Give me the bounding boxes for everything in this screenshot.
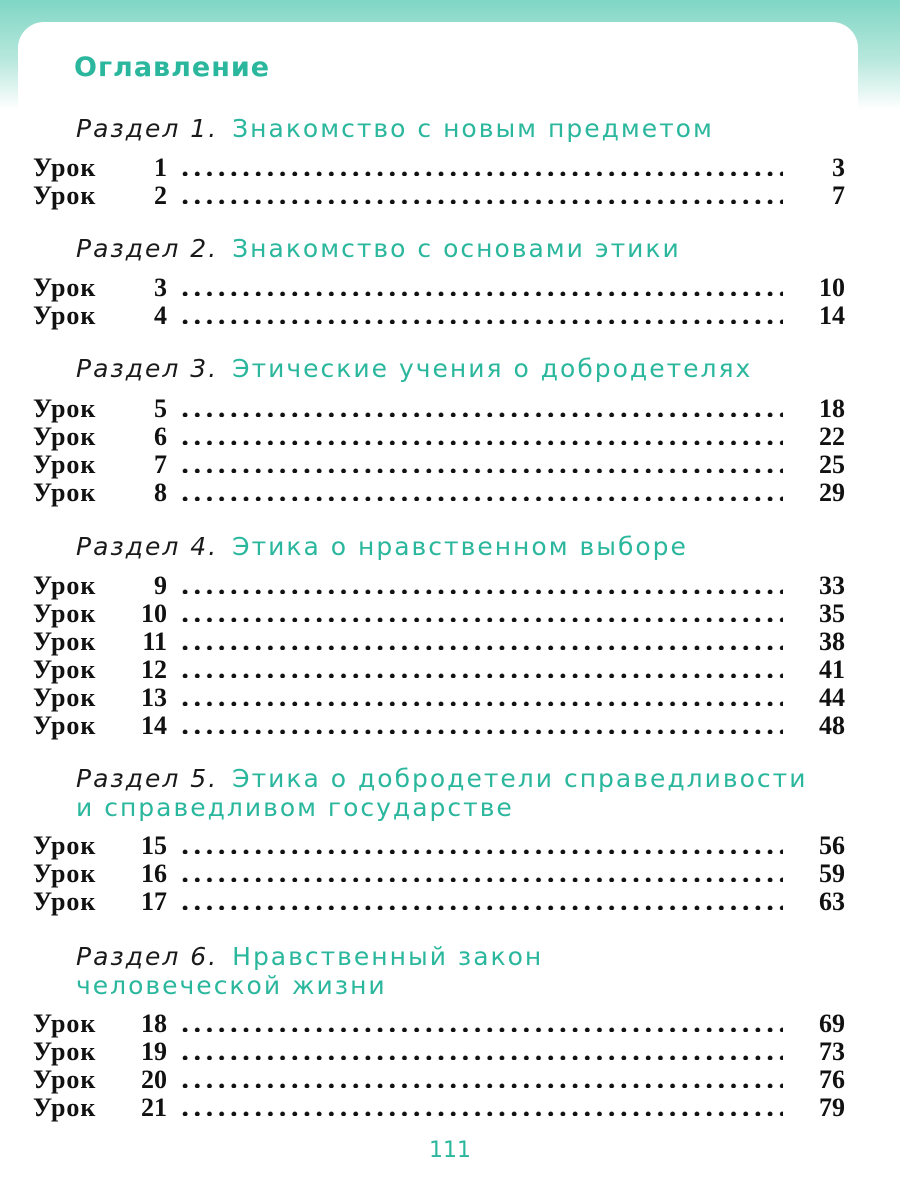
page-number: 33 — [819, 571, 845, 600]
page-title: Оглавление — [74, 52, 271, 83]
lesson-number: 20 — [141, 1065, 167, 1094]
section-title: Нравственный закон — [232, 942, 544, 971]
lesson-number: 18 — [141, 1009, 167, 1038]
page-number: 22 — [819, 422, 845, 451]
page-number: 38 — [819, 627, 845, 656]
lesson-number: 4 — [154, 301, 167, 330]
lesson-number: 6 — [154, 422, 167, 451]
page-number: 48 — [819, 711, 845, 740]
dot-leader — [179, 180, 783, 204]
toc-row-lesson-1[interactable] — [33, 152, 845, 180]
dot-leader — [179, 477, 783, 501]
lesson-number: 8 — [154, 478, 167, 507]
dot-leader — [179, 654, 783, 678]
lesson-number: 9 — [154, 571, 167, 600]
section-label: Раздел 2. — [76, 234, 219, 263]
section-3-heading — [76, 354, 752, 383]
toc-row-lesson-8[interactable] — [33, 477, 845, 505]
lesson-number: 19 — [141, 1037, 167, 1066]
toc-row-lesson-18[interactable] — [33, 1008, 845, 1036]
page-number: 14 — [819, 301, 845, 330]
dot-leader — [179, 1008, 783, 1032]
lesson-word: Урок — [33, 571, 97, 600]
page-number: 25 — [819, 450, 845, 479]
section-2-heading — [76, 234, 681, 263]
page-number: 59 — [819, 859, 845, 888]
lesson-word: Урок — [33, 478, 97, 507]
lesson-number: 14 — [141, 711, 167, 740]
toc-row-lesson-6[interactable] — [33, 421, 845, 449]
lesson-number: 11 — [142, 627, 167, 656]
lesson-number: 1 — [154, 153, 167, 182]
dot-leader — [179, 300, 783, 324]
section-5-heading — [76, 764, 807, 822]
dot-leader — [179, 886, 783, 910]
page-number: 18 — [819, 394, 845, 423]
page-number: 73 — [819, 1037, 845, 1066]
dot-leader — [179, 421, 783, 445]
lesson-word: Урок — [33, 887, 97, 916]
page-number: 69 — [819, 1009, 845, 1038]
section-label: Раздел 4. — [76, 532, 219, 561]
dot-leader — [179, 570, 783, 594]
lesson-number: 3 — [154, 273, 167, 302]
lesson-word: Урок — [33, 153, 97, 182]
lesson-number: 15 — [141, 831, 167, 860]
section-label: Раздел 5. — [76, 764, 219, 793]
lesson-number: 17 — [141, 887, 167, 916]
section-title: Этика о добродетели справедливости — [232, 764, 808, 793]
lesson-number: 12 — [141, 655, 167, 684]
lesson-word: Урок — [33, 394, 97, 423]
toc-row-lesson-17[interactable] — [33, 886, 845, 914]
page-number: 10 — [819, 273, 845, 302]
toc-row-lesson-10[interactable] — [33, 598, 845, 626]
toc-row-lesson-11[interactable] — [33, 626, 845, 654]
lesson-number: 2 — [154, 181, 167, 210]
lesson-word: Урок — [33, 273, 97, 302]
lesson-word: Урок — [33, 655, 97, 684]
dot-leader — [179, 1064, 783, 1088]
dot-leader — [179, 393, 783, 417]
toc-row-lesson-7[interactable] — [33, 449, 845, 477]
page-number: 44 — [819, 683, 845, 712]
page-number: 41 — [819, 655, 845, 684]
dot-leader — [179, 682, 783, 706]
section-title: Знакомство с основами этики — [232, 234, 681, 263]
toc-row-lesson-14[interactable] — [33, 710, 845, 738]
section-title-continued: человеческой жизни — [76, 971, 387, 1000]
section-1-heading — [76, 114, 714, 143]
section-label: Раздел 1. — [76, 114, 219, 143]
lesson-word: Урок — [33, 683, 97, 712]
toc-row-lesson-4[interactable] — [33, 300, 845, 328]
section-label: Раздел 3. — [76, 354, 219, 383]
toc-row-lesson-9[interactable] — [33, 570, 845, 598]
toc-row-lesson-16[interactable] — [33, 858, 845, 886]
toc-row-lesson-2[interactable] — [33, 180, 845, 208]
lesson-number: 7 — [154, 450, 167, 479]
dot-leader — [179, 830, 783, 854]
dot-leader — [179, 152, 783, 176]
section-title-continued: и справедливом государстве — [76, 793, 514, 822]
page-number: 63 — [819, 887, 845, 916]
dot-leader — [179, 598, 783, 622]
lesson-word: Урок — [33, 301, 97, 330]
page-number: 35 — [819, 599, 845, 628]
lesson-word: Урок — [33, 627, 97, 656]
dot-leader — [179, 858, 783, 882]
dot-leader — [179, 1092, 783, 1116]
lesson-number: 10 — [141, 599, 167, 628]
section-title: Этические учения о добродетелях — [232, 354, 753, 383]
section-6-heading — [76, 942, 543, 1000]
page-number: 7 — [832, 181, 845, 210]
lesson-word: Урок — [33, 599, 97, 628]
dot-leader — [179, 710, 783, 734]
section-label: Раздел 6. — [76, 942, 219, 971]
dot-leader — [179, 1036, 783, 1060]
lesson-word: Урок — [33, 859, 97, 888]
toc-row-lesson-20[interactable] — [33, 1064, 845, 1092]
section-4-heading — [76, 532, 688, 561]
toc-row-lesson-13[interactable] — [33, 682, 845, 710]
lesson-word: Урок — [33, 181, 97, 210]
section-title: Знакомство с новым предметом — [232, 114, 714, 143]
toc-row-lesson-21[interactable] — [33, 1092, 845, 1120]
lesson-word: Урок — [33, 831, 97, 860]
page-number: 56 — [819, 831, 845, 860]
lesson-word: Урок — [33, 422, 97, 451]
lesson-word: Урок — [33, 1037, 97, 1066]
toc-row-lesson-15[interactable] — [33, 830, 845, 858]
lesson-number: 13 — [141, 683, 167, 712]
page-number: 76 — [819, 1065, 845, 1094]
lesson-number: 21 — [141, 1093, 167, 1122]
dot-leader — [179, 272, 783, 296]
lesson-word: Урок — [33, 450, 97, 479]
page-number: 3 — [832, 153, 845, 182]
dot-leader — [179, 626, 783, 650]
section-title: Этика о нравственном выборе — [232, 532, 688, 561]
toc-row-lesson-5[interactable] — [33, 393, 845, 421]
toc-row-lesson-12[interactable] — [33, 654, 845, 682]
toc-row-lesson-19[interactable] — [33, 1036, 845, 1064]
dot-leader — [179, 449, 783, 473]
lesson-word: Урок — [33, 1093, 97, 1122]
toc-row-lesson-3[interactable] — [33, 272, 845, 300]
lesson-word: Урок — [33, 711, 97, 740]
page-number: 29 — [819, 478, 845, 507]
page-number: 79 — [819, 1093, 845, 1122]
lesson-number: 5 — [154, 394, 167, 423]
lesson-word: Урок — [33, 1009, 97, 1038]
lesson-word: Урок — [33, 1065, 97, 1094]
footer-page-number: 111 — [429, 1138, 471, 1163]
lesson-number: 16 — [141, 859, 167, 888]
